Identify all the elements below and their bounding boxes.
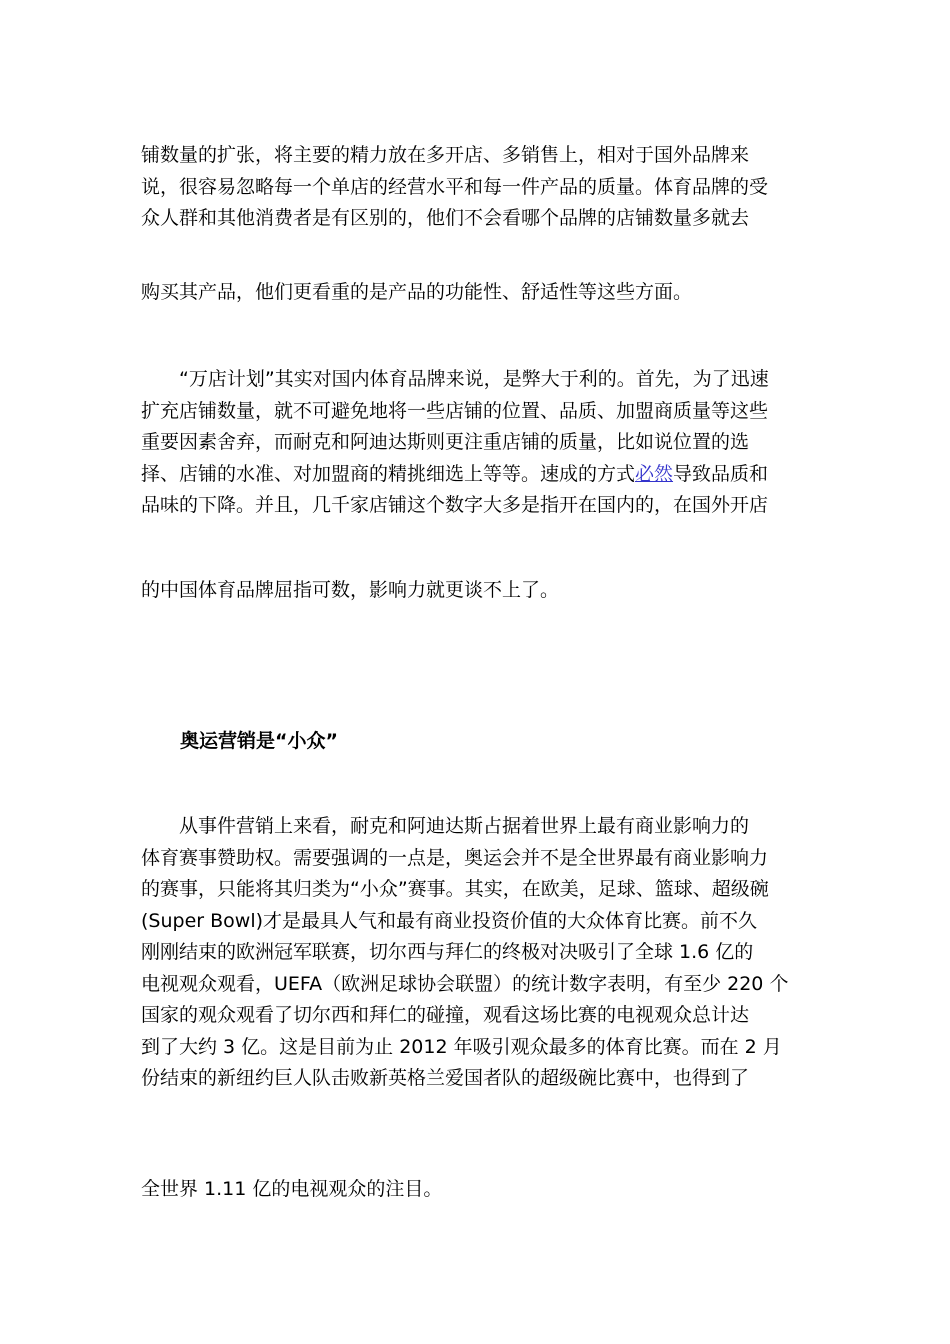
paragraph-line: “万店计划”其实对国内体育品牌来说，是弊大于利的。首先，为了迅速 bbox=[179, 368, 769, 390]
paragraph-event-marketing bbox=[141, 811, 813, 1095]
paragraph-line: 从事件营销上来看，耐克和阿迪达斯占据着世界上最有商业影响力的 bbox=[179, 815, 750, 837]
paragraph-line: 重要因素舍弃，而耐克和阿迪达斯则更注重店铺的质量，比如说位置的选 bbox=[141, 431, 750, 453]
paragraph-line: 国家的观众观看了切尔西和拜仁的碰撞，观看这场比赛的电视观众总计达 bbox=[141, 1004, 750, 1026]
paragraph-line: 份结束的新纽约巨人队击败新英格兰爱国者队的超级碗比赛中，也得到了 bbox=[141, 1067, 750, 1089]
paragraph-line: 扩充店铺数量，就不可避免地将一些店铺的位置、品质、加盟商质量等这些 bbox=[141, 399, 769, 422]
inline-link-biran[interactable]: 必然 bbox=[635, 462, 674, 485]
paragraph-line: 刚刚结束的欧洲冠军联赛，切尔西与拜仁的终极对决吸引了全球 1.6 亿的 bbox=[141, 941, 754, 963]
section-heading: 奥运营销是“小众” bbox=[180, 730, 338, 752]
paragraph-line: 说，很容易忽略每一个单店的经营水平和每一件产品的质量。体育品牌的受 bbox=[141, 175, 769, 198]
paragraph-store-expansion bbox=[141, 140, 813, 235]
line-text-after-link: 导致品质和 bbox=[673, 462, 769, 485]
paragraph-line: 体育赛事赞助权。需要强调的一点是，奥运会并不是全世界最有商业影响力 bbox=[141, 846, 769, 869]
paragraph-line-with-link bbox=[141, 459, 813, 491]
paragraph-ten-thousand-stores bbox=[141, 364, 813, 522]
paragraph-line: 的赛事，只能将其归类为“小众”赛事。其实，在欧美，足球、篮球、超级碗 bbox=[141, 878, 769, 900]
paragraph-line: (Super Bowl)才是最具人气和最有商业投资价值的大众体育比赛。前不久 bbox=[141, 909, 758, 932]
paragraph-line-last: 购买其产品，他们更看重的是产品的功能性、舒适性等这些方面。 bbox=[141, 281, 693, 303]
line-text-before-link: 择、店铺的水准、对加盟商的精挑细选上等等。速成的方式 bbox=[141, 462, 636, 485]
paragraph-line-last: 的中国体育品牌屈指可数，影响力就更谈不上了。 bbox=[141, 579, 560, 601]
paragraph-line-last: 全世界 1.11 亿的电视观众的注目。 bbox=[141, 1178, 443, 1200]
paragraph-line: 众人群和其他消费者是有区别的，他们不会看哪个品牌的店铺数量多就去 bbox=[141, 207, 750, 229]
paragraph-line: 到了大约 3 亿。这是目前为止 2012 年吸引观众最多的体育比赛。而在 2 月 bbox=[141, 1035, 782, 1058]
paragraph-line: 电视观众观看，UEFA（欧洲足球协会联盟）的统计数字表明，有至少 220 个 bbox=[141, 972, 789, 995]
paragraph-line: 铺数量的扩张，将主要的精力放在多开店、多销售上，相对于国外品牌来 bbox=[141, 144, 750, 166]
paragraph-line: 品味的下降。并且，几千家店铺这个数字大多是指开在国内的，在国外开店 bbox=[141, 494, 769, 516]
